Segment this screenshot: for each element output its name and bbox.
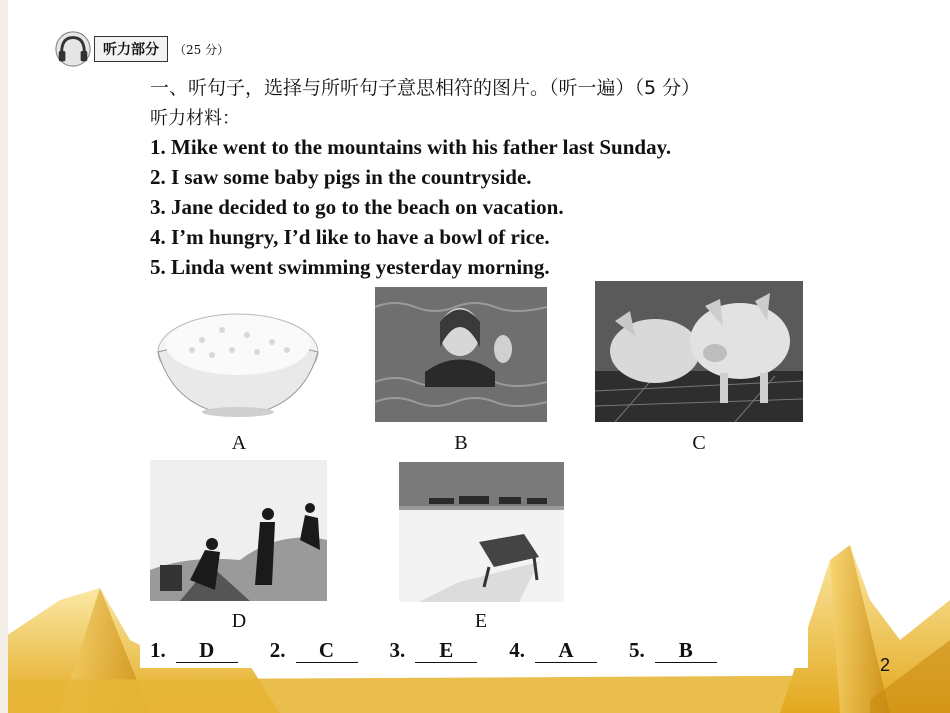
picture-a-rice-bowl bbox=[152, 290, 324, 420]
section-header bbox=[54, 30, 229, 68]
answer-item bbox=[509, 638, 597, 663]
answer-item bbox=[270, 638, 358, 663]
picture-c-label: C bbox=[692, 432, 706, 454]
sentence-5: 5. Linda went swimming yesterday morning. bbox=[150, 255, 550, 279]
picture-d-mountain-climbing bbox=[150, 460, 327, 601]
answer-number: 5. bbox=[629, 638, 645, 662]
picture-e-beach-chair bbox=[399, 462, 564, 602]
sentence-list bbox=[150, 132, 671, 282]
section-score: （25 分） bbox=[174, 42, 230, 57]
picture-e-label: E bbox=[474, 610, 488, 632]
picture-b-girl-swimming bbox=[375, 287, 547, 422]
answer-blank[interactable]: C bbox=[296, 638, 358, 663]
picture-d-label: D bbox=[231, 610, 247, 632]
answer-blank[interactable]: A bbox=[535, 638, 597, 663]
sentence-3: 3. Jane decided to go to the beach on vacation. bbox=[150, 195, 564, 219]
picture-a-label: A bbox=[231, 432, 247, 454]
answer-item bbox=[390, 638, 478, 663]
answer-blank[interactable]: E bbox=[415, 638, 477, 663]
answer-row bbox=[150, 638, 749, 663]
answer-item bbox=[629, 638, 717, 663]
section-badge-label: 听力部分 bbox=[94, 36, 168, 62]
picture-c-baby-pigs bbox=[595, 281, 803, 422]
answer-number: 3. bbox=[389, 638, 406, 662]
answer-number: 4. bbox=[509, 638, 525, 662]
answer-number: 1. bbox=[150, 638, 166, 662]
headphones-icon bbox=[54, 30, 92, 68]
sentence-2: 2. I saw some baby pigs in the countryside. bbox=[150, 165, 532, 189]
picture-b-label: B bbox=[454, 432, 468, 454]
sentence-4: 4. I’m hungry, I’d like to have a bowl of rice. bbox=[150, 225, 550, 249]
page-number: 2 bbox=[880, 655, 891, 675]
material-label: 听力材料： bbox=[150, 108, 240, 129]
question-title: 一、听句子，选择与所听句子意思相符的图片。（听一遍）（5 分） bbox=[150, 77, 701, 99]
answer-blank[interactable]: D bbox=[176, 638, 238, 663]
sentence-1: 1. Mike went to the mountains with his father last Sunday. bbox=[150, 135, 672, 159]
answer-blank[interactable]: B bbox=[655, 638, 717, 663]
answer-item bbox=[150, 638, 238, 663]
answer-number: 2. bbox=[269, 638, 286, 662]
